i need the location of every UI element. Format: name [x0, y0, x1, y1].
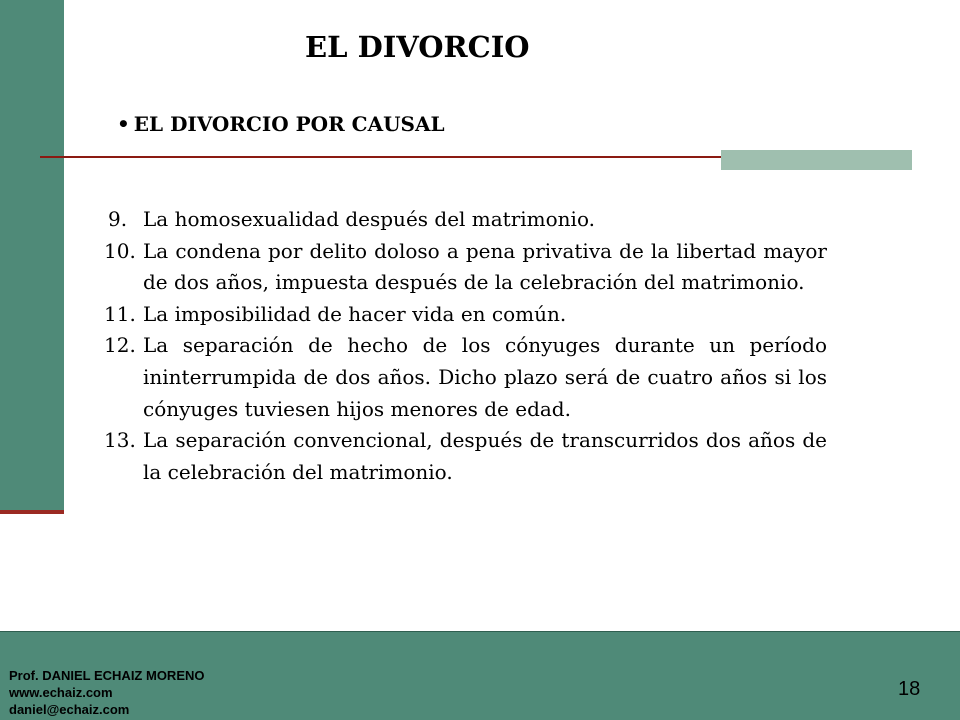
causal-list	[104, 204, 827, 488]
website-link[interactable]: www.echaiz.com	[9, 685, 113, 700]
list-item-text: La condena por delito doloso a pena privativa de la libertad mayor de dos años, impuesta después de la celebración del matrimonio.	[143, 238, 827, 295]
subtitle-text: EL DIVORCIO POR CAUSAL	[133, 112, 445, 136]
list-item-text: La homosexualidad después del matrimonio.	[143, 207, 596, 231]
left-decorative-bar	[0, 0, 64, 512]
footer-info	[9, 667, 205, 718]
slide-subtitle	[117, 112, 445, 136]
list-item	[104, 204, 827, 236]
list-item-number: 9.	[108, 207, 128, 231]
page-number: 18	[898, 678, 921, 700]
list-item-text: La separación convencional, después de transcurridos dos años de la celebración del matrimonio.	[143, 428, 827, 484]
left-bar-underline	[0, 510, 64, 514]
list-item	[104, 425, 827, 488]
list-item	[104, 330, 827, 425]
list-item-number: 12.	[104, 333, 136, 358]
list-item-text: La separación de hecho de los cónyuges durante un período ininterrumpida de dos años. Dicho plazo será de cuatro años si los cónyuges tuviesen hijos menores de edad.	[143, 333, 827, 421]
list-item	[104, 299, 827, 331]
list-item-text: La imposibilidad de hacer vida en común.	[143, 301, 567, 326]
list-item	[104, 236, 827, 299]
email-link[interactable]: daniel@echaiz.com	[9, 702, 130, 717]
bullet-icon: •	[117, 112, 130, 136]
list-item-number: 10.	[104, 238, 136, 263]
author-name: Prof. DANIEL ECHAIZ MORENO	[9, 668, 205, 683]
list-item-number: 11.	[104, 301, 136, 326]
list-item-number: 13.	[104, 428, 136, 453]
slide-title: EL DIVORCIO	[305, 30, 530, 64]
divider-accent-block	[721, 150, 912, 170]
